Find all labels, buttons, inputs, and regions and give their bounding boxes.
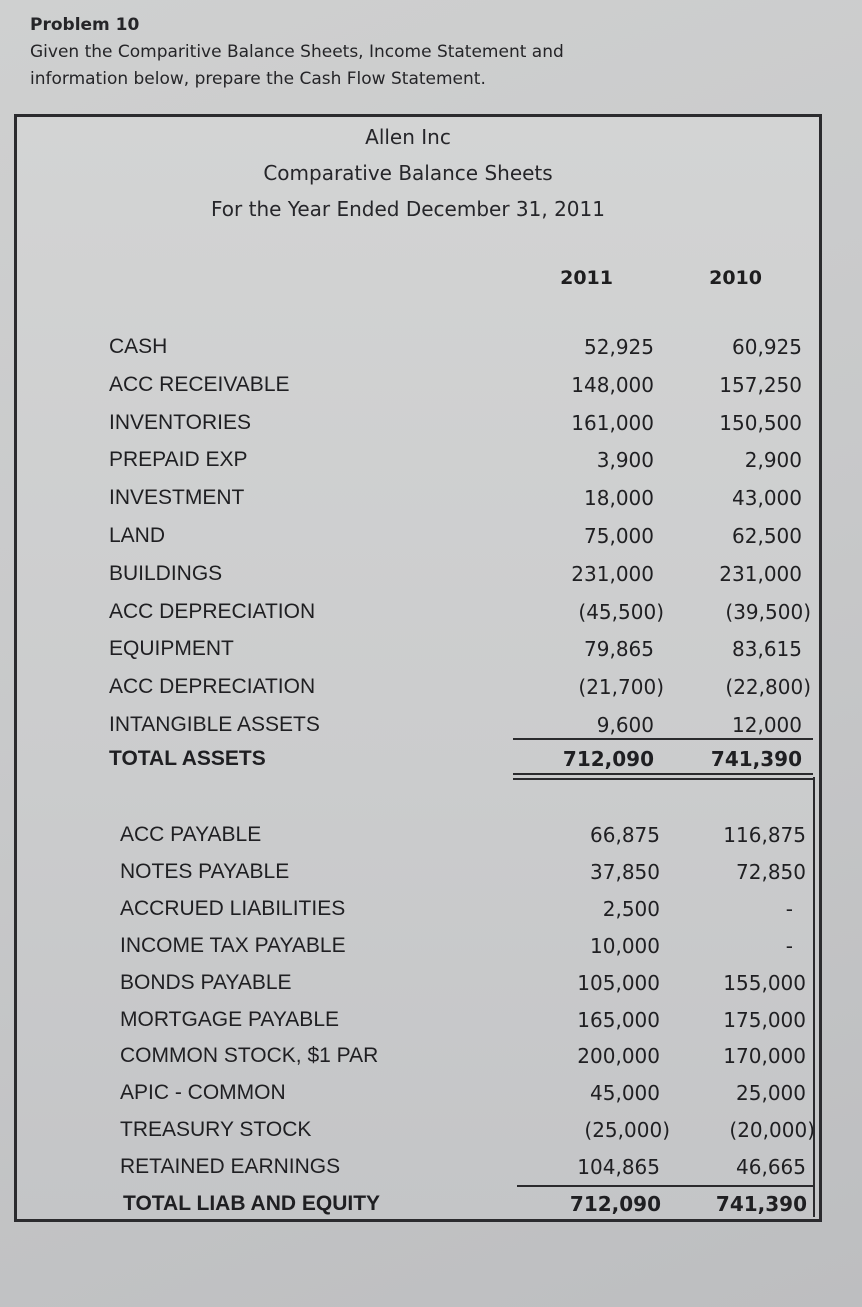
table-row <box>17 1076 819 1110</box>
value-2010: (20,000) <box>729 1118 815 1143</box>
table-row <box>17 1039 819 1073</box>
value-2011: 161,000 <box>571 410 654 435</box>
row-label: MORTGAGE PAYABLE <box>120 1007 340 1031</box>
table-row <box>17 855 819 889</box>
value-2010: 116,875 <box>723 823 806 847</box>
row-label: ACCRUED LIABILITIES <box>120 896 346 920</box>
column-header-2010: 2010 <box>709 267 762 289</box>
total-liab-equity-2011: 712,090 <box>569 1192 661 1216</box>
row-label: ACC DEPRECIATION <box>109 675 316 699</box>
value-2010: - <box>785 933 793 958</box>
value-2011: 45,000 <box>590 1081 660 1106</box>
value-2010: 157,250 <box>719 372 802 397</box>
statement-title: Comparative Balance Sheets <box>263 161 553 185</box>
value-2010: 231,000 <box>719 561 802 586</box>
value-2011: 79,865 <box>584 637 654 662</box>
value-2010: 150,500 <box>719 410 802 435</box>
row-label: BUILDINGS <box>109 561 223 585</box>
total-liab-equity-row <box>17 1187 819 1221</box>
table-row <box>17 595 819 629</box>
value-2011: 37,850 <box>590 859 660 884</box>
table-row <box>17 481 819 515</box>
value-2011: 105,000 <box>577 970 660 995</box>
row-label: LAND <box>109 524 166 547</box>
value-2010: (39,500) <box>725 599 811 624</box>
row-label: PREPAID EXP <box>109 448 248 472</box>
total-assets-2011: 712,090 <box>562 747 654 771</box>
total-assets-row <box>17 742 819 776</box>
table-row <box>17 1113 819 1147</box>
value-2010: 83,615 <box>732 637 802 662</box>
value-2010: 25,000 <box>736 1081 806 1106</box>
value-2011: 231,000 <box>571 561 654 586</box>
value-2011: 75,000 <box>584 524 654 548</box>
value-2011: 104,865 <box>577 1155 660 1180</box>
row-label: COMMON STOCK, $1 PAR <box>120 1044 379 1068</box>
value-2011: (45,500) <box>578 599 664 624</box>
row-label: TREASURY STOCK <box>120 1118 312 1142</box>
value-2011: 148,000 <box>571 372 654 397</box>
row-label: INCOME TAX PAYABLE <box>120 933 346 957</box>
table-row <box>17 892 819 926</box>
table-row <box>17 818 819 852</box>
table-row <box>17 1150 819 1184</box>
table-row <box>17 443 819 477</box>
row-label: APIC - COMMON <box>120 1081 286 1105</box>
page-header <box>30 12 790 93</box>
value-2011: (21,700) <box>578 675 664 700</box>
table-row <box>17 929 819 963</box>
value-2010: 170,000 <box>723 1044 806 1069</box>
balance-sheet-box <box>14 114 822 1222</box>
instructions-line-1: Given the Comparitive Balance Sheets, Income Statement and <box>30 42 564 62</box>
table-row <box>17 406 819 440</box>
total-liab-equity-label: TOTAL LIAB AND EQUITY <box>123 1192 381 1215</box>
value-2010: - <box>785 896 793 921</box>
value-2010: 60,925 <box>732 335 802 359</box>
table-row <box>17 670 819 704</box>
value-2010: 155,000 <box>723 970 806 995</box>
row-label: BONDS PAYABLE <box>120 970 292 994</box>
total-assets-label: TOTAL ASSETS <box>109 747 266 770</box>
total-assets-2010: 741,390 <box>710 747 802 771</box>
value-2010: 72,850 <box>736 859 806 884</box>
value-2011: 2,500 <box>602 896 660 921</box>
table-row <box>17 966 819 1000</box>
row-label: ACC PAYABLE <box>120 823 262 846</box>
value-2011: 18,000 <box>584 486 654 511</box>
company-name: Allen Inc <box>365 125 451 149</box>
table-row <box>17 330 819 364</box>
value-2011: 10,000 <box>590 933 660 958</box>
table-row <box>17 519 819 553</box>
value-2011: (25,000) <box>584 1118 670 1143</box>
row-label: INVENTORIES <box>109 410 251 434</box>
value-2010: 46,665 <box>736 1155 806 1180</box>
row-label: INTANGIBLE ASSETS <box>109 713 320 736</box>
table-row <box>17 557 819 591</box>
table-row <box>17 1003 819 1037</box>
statement-period: For the Year Ended December 31, 2011 <box>211 197 605 221</box>
value-2011: 66,875 <box>590 823 660 847</box>
value-2010: 12,000 <box>732 713 802 737</box>
row-label: RETAINED EARNINGS <box>120 1155 341 1179</box>
value-2011: 52,925 <box>584 335 654 359</box>
value-2011: 9,600 <box>596 713 654 737</box>
value-2010: 43,000 <box>732 486 802 511</box>
column-header-2011: 2011 <box>560 267 613 289</box>
value-2010: 175,000 <box>723 1007 806 1032</box>
assets-subtotal-rule <box>513 738 813 740</box>
row-label: INVESTMENT <box>109 486 245 510</box>
row-label: EQUIPMENT <box>109 637 234 661</box>
value-2011: 165,000 <box>577 1007 660 1032</box>
table-row <box>17 708 819 742</box>
row-label: NOTES PAYABLE <box>120 859 290 883</box>
total-liab-equity-2010: 741,390 <box>715 1192 807 1216</box>
table-row <box>17 632 819 666</box>
value-2010: (22,800) <box>725 675 811 700</box>
value-2010: 2,900 <box>744 448 802 473</box>
instructions-line-2: information below, prepare the Cash Flow Statement. <box>30 69 486 89</box>
table-row <box>17 368 819 402</box>
row-label: CASH <box>109 335 168 358</box>
row-label: ACC DEPRECIATION <box>109 599 316 623</box>
row-label: ACC RECEIVABLE <box>109 372 290 396</box>
value-2011: 200,000 <box>577 1044 660 1069</box>
value-2011: 3,900 <box>596 448 654 473</box>
problem-title: Problem 10 <box>30 15 140 35</box>
assets-double-underline <box>513 773 813 780</box>
value-2010: 62,500 <box>732 524 802 548</box>
